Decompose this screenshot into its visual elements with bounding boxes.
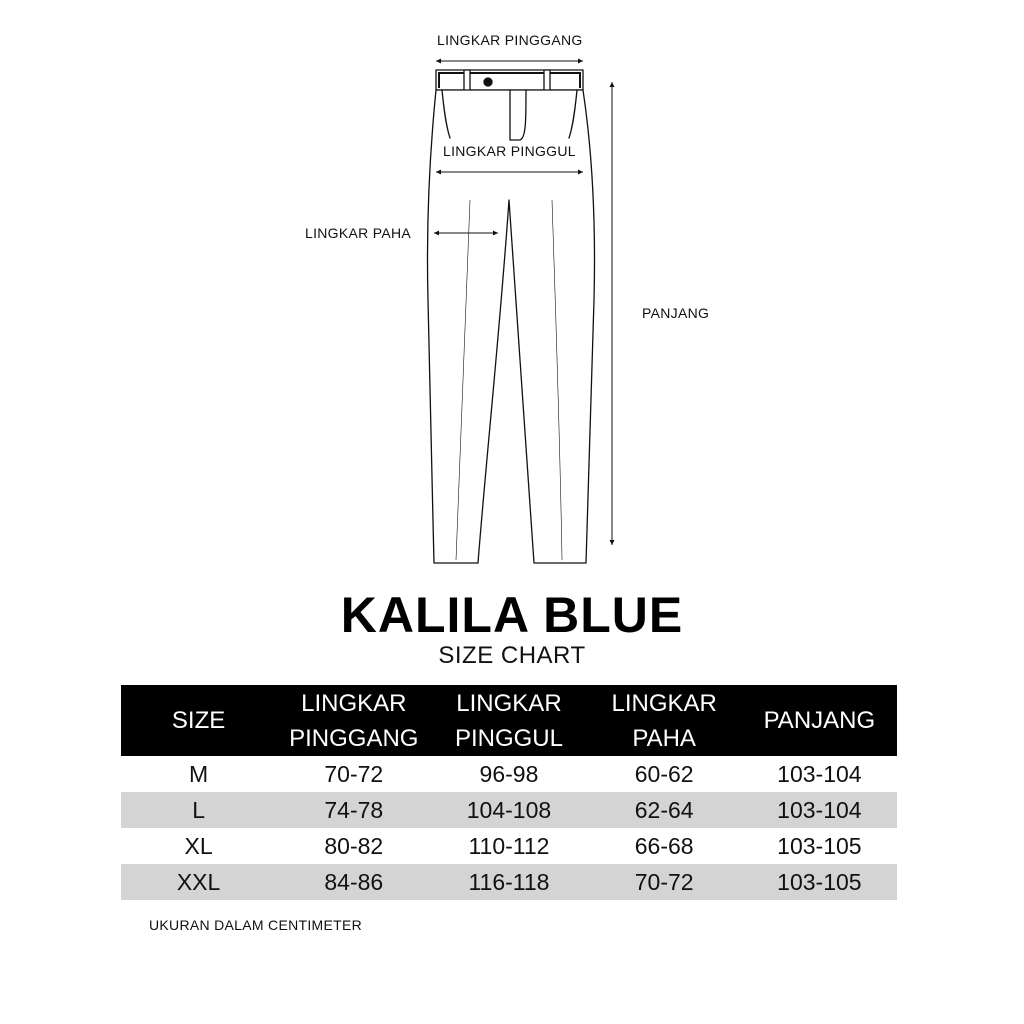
unit-footnote: UKURAN DALAM CENTIMETER bbox=[149, 917, 363, 933]
cell-hip: 110-112 bbox=[468, 832, 550, 859]
cell-hip: 96-98 bbox=[479, 760, 539, 787]
table-row bbox=[121, 792, 897, 828]
waist-label: LINGKAR PINGGANG bbox=[437, 32, 583, 48]
size-chart-subtitle: SIZE CHART bbox=[438, 642, 586, 669]
table-header-row bbox=[121, 685, 897, 756]
cell-waist: 84-86 bbox=[276, 864, 431, 900]
waist-button bbox=[484, 78, 492, 86]
cell-thigh: 66-68 bbox=[634, 832, 694, 859]
cell-thigh: 70-72 bbox=[587, 864, 742, 900]
cell-thigh: 60-62 bbox=[634, 760, 694, 787]
product-title: KALILA BLUE bbox=[340, 587, 684, 643]
cell-waist: 74-78 bbox=[276, 792, 431, 828]
header-thigh-line2: PAHA bbox=[632, 724, 696, 752]
header-size-text: SIZE bbox=[171, 707, 226, 734]
size-table bbox=[121, 685, 897, 900]
table-row bbox=[121, 864, 897, 900]
table-row bbox=[121, 828, 897, 864]
header-waist-line2: PINGGANG bbox=[289, 724, 419, 752]
header-hip bbox=[431, 685, 586, 756]
cell-size: M bbox=[189, 760, 209, 787]
belt-loop-left bbox=[464, 70, 470, 92]
cell-thigh: 62-64 bbox=[587, 792, 742, 828]
cell-hip: 116-118 bbox=[431, 864, 586, 900]
hip-label: LINGKAR PINGGUL bbox=[443, 143, 576, 159]
pants-outline bbox=[427, 90, 594, 563]
header-waist bbox=[276, 685, 431, 756]
cell-size: XXL bbox=[121, 864, 276, 900]
header-thigh bbox=[587, 685, 742, 756]
cell-size: L bbox=[121, 792, 276, 828]
header-hip-line2: PINGGUL bbox=[454, 724, 563, 752]
table-row bbox=[121, 756, 897, 792]
cell-length: 103-105 bbox=[742, 864, 897, 900]
cell-length: 103-104 bbox=[742, 792, 897, 828]
thigh-label: LINGKAR PAHA bbox=[305, 225, 412, 241]
cell-waist: 70-72 bbox=[324, 760, 384, 787]
header-size bbox=[121, 685, 276, 756]
cell-waist: 80-82 bbox=[324, 832, 384, 859]
length-label: PANJANG bbox=[642, 305, 710, 321]
header-thigh-line1: LINGKAR bbox=[611, 689, 717, 717]
belt-loop-right bbox=[544, 70, 550, 92]
cell-size: XL bbox=[184, 832, 213, 859]
cell-length: 103-105 bbox=[777, 832, 862, 859]
cell-length: 103-104 bbox=[777, 760, 862, 787]
header-hip-line1: LINGKAR bbox=[456, 689, 562, 717]
header-length bbox=[742, 685, 897, 756]
cell-hip: 104-108 bbox=[431, 792, 586, 828]
header-length-text: PANJANG bbox=[763, 707, 876, 734]
header-waist-line1: LINGKAR bbox=[301, 689, 407, 717]
